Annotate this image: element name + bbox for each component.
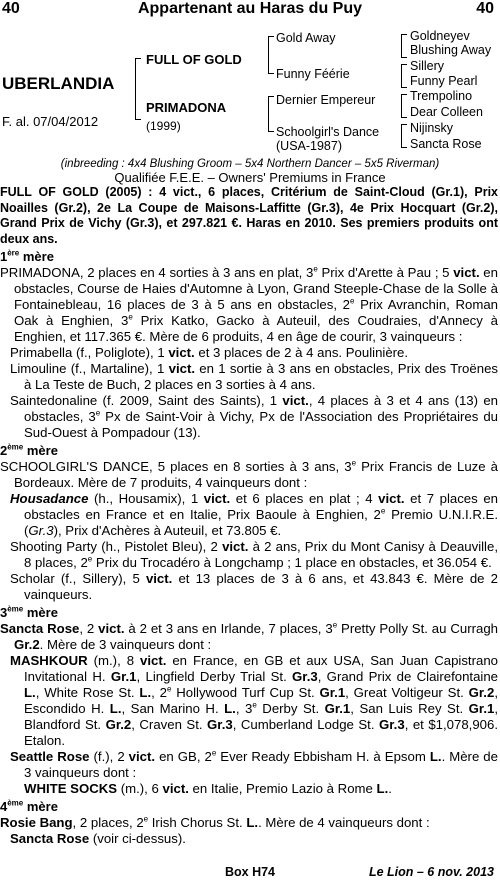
produce-entry: Saintedonaline (f. 2009, Saint des Saints), 1 vict., 4 places à 3 et 4 ans (13) en obstacles, 3e Px de Saint-Voir à Vichy, Px de l'Association des Propriétaires du Sud-Ouest à Pompadour (13). xyxy=(10,393,499,440)
produce-entry: Primabella (f., Poliglote), 1 vict. et 3 places de 2 à 4 ans. Poulinière. xyxy=(10,345,409,360)
horse-name: UBERLANDIA xyxy=(2,74,115,93)
third-dam-record: Sancta Rose, 2 vict. à 2 et 3 ans en Irlande, 7 places, 3e Pretty Polly St. au Curragh Gr.2. Mère de 3 vainqueurs dont : xyxy=(0,620,498,652)
great-grandparent: Blushing Away xyxy=(410,43,492,57)
great-grandparent: Sancta Rose xyxy=(410,137,482,151)
horse-birth: F. al. 07/04/2012 xyxy=(2,114,99,129)
bracket xyxy=(401,124,407,148)
produce-entry: Limouline (f., Martaline), 1 vict. en 1 sortie à 3 ans en obstacles, Prix des Troënes à La Teste de Buch, 2 places en 3 sorties à 4 ans. xyxy=(10,361,498,392)
bracket xyxy=(268,96,274,132)
granddam: Funny Féérie xyxy=(276,67,350,81)
third-dam-heading: 3ème mère xyxy=(0,604,58,620)
second-dam-heading: 2ème mère xyxy=(0,442,58,458)
page-header xyxy=(0,0,500,20)
great-grandparent: Trempolino xyxy=(410,89,473,103)
dam-name: PRIMADONA xyxy=(146,100,227,115)
great-grandparent: Dear Colleen xyxy=(410,105,483,119)
sire-record: FULL OF GOLD (2005) : 4 vict., 6 places, Critérium de Saint-Cloud (Gr.1), Prix Noailles (Gr.2), 2e La Coupe de Maisons-Laffitte (Gr.3), 4e Prix Hocquart (Gr.2), Grand Prix de Vichy (Gr.3), et 297.821 €. Haras en 2010. Ses premiers produits ont deux ans. xyxy=(0,185,498,246)
grandsire: Dernier Empereur xyxy=(276,93,376,107)
great-grandparent: Funny Pearl xyxy=(410,74,478,88)
bracket xyxy=(268,36,274,74)
lot-number-left: 40 xyxy=(2,0,20,17)
great-grandparent: Nijinsky xyxy=(410,121,454,135)
great-grandparent: Sillery xyxy=(410,59,445,73)
granddam-year: (USA-1987) xyxy=(276,139,342,153)
bracket xyxy=(401,34,407,58)
granddam: Schoolgirl's Dance xyxy=(276,125,380,139)
catalogue-text xyxy=(0,185,498,847)
sire-name: FULL OF GOLD xyxy=(146,52,242,67)
first-dam-heading: 1ère mère xyxy=(0,248,54,264)
dam-record: PRIMADONA, 2 places en 4 sorties à 3 ans en plat, 3e Prix d'Arette à Pau ; 5 vict. en obstacles, Course de Haies d'Automne à Lyon, Grand Steeple-Chase de la Solle à Fontainebleau, 16 places de 3 à 5 ans en obstacles, 2e Prix Avranchin, Roman Oak à Enghien, 3e Prix Katko, Gacko à Auteuil, des Coudraies, d'Annecy à Enghien, et 117.365 €. Mère de 6 produits, 4 en âge de courir, 3 vainqueurs : xyxy=(0,264,498,344)
grandsire: Gold Away xyxy=(276,31,336,45)
inbreeding-note: (inbreeding : 4x4 Blushing Groom – 5x4 Northern Dancer – 5x5 Riverman) xyxy=(60,158,440,170)
page-footer xyxy=(0,864,500,882)
fourth-dam-record: Rosie Bang, 2 places, 2e Irish Chorus St. L.. Mère de 4 vainqueurs dont : xyxy=(0,814,430,830)
produce-entry: Sancta Rose (voir ci-dessus). xyxy=(10,831,186,846)
sale-info: Le Lion – 6 nov. 2013 xyxy=(368,865,494,879)
bracket xyxy=(135,58,141,120)
qualification: Qualifiée F.E.E. – Owners' Premiums in France xyxy=(114,170,386,185)
box-number: Box H74 xyxy=(224,865,276,879)
pedigree-table xyxy=(0,24,500,154)
produce-entry: Scholar (f., Sillery), 5 vict. et 13 places de 3 à 6 ans, et 43.843 €. Mère de 2 vainqueurs. xyxy=(10,571,498,602)
dam-year: (1999) xyxy=(146,119,181,133)
produce-entry: Shooting Party (h., Pistolet Bleu), 2 vict. à 2 ans, Prix du Mont Canisy à Deauville, 8 places, 2e Prix du Trocadéro à Longchamp ; 1 place en obstacles, et 36.054 €. xyxy=(10,539,498,570)
great-grandparent: Goldneyev xyxy=(410,29,470,43)
produce-entry: MASHKOUR (m.), 8 vict. en France, en GB et aux USA, San Juan Capistrano Invitational H. Gr.1, Lingfield Derby Trial St. Gr.3, Grand Prix de Clairefontaine L., White Rose St. L., 2e Hollywood Turf Cup St. Gr.1, Great Voltigeur St. Gr.2, Escondido H. L., San Marino H. L., 3e Derby St. Gr.1, San Luis Rey St. Gr.1, Blandford St. Gr.2, Craven St. Gr.3, Cumberland Lodge St. Gr.3, et $1,078,906. Etalon. xyxy=(10,653,499,748)
produce-entry: WHITE SOCKS (m.), 6 vict. en Italie, Premio Lazio à Rome L.. xyxy=(24,781,392,796)
fourth-dam-heading: 4ème mère xyxy=(0,798,58,814)
bracket xyxy=(401,94,407,118)
page-title: Appartenant au Haras du Puy xyxy=(137,0,363,17)
produce-entry: Housadance (h., Housamix), 1 vict. et 6 places en plat ; 4 vict. et 7 places en obstacles en France et en Italie, Prix Baoule à Enghien, 2e Premio U.N.I.R.E. (Gr.3), Prix d'Achères à Auteuil, et 73.805 €. xyxy=(10,491,498,538)
produce-entry: Seattle Rose (f.), 2 vict. en GB, 2e Ever Ready Ebbisham H. à Epsom L.. Mère de 3 vainqueurs dont : xyxy=(10,748,498,780)
granddam-record: SCHOOLGIRL'S DANCE, 5 places en 8 sorties à 3 ans, 3e Prix Francis de Luze à Bordeaux. Mère de 7 produits, 4 vainqueurs dont : xyxy=(0,458,498,490)
bracket xyxy=(401,64,407,88)
lot-number-right: 40 xyxy=(476,0,494,17)
